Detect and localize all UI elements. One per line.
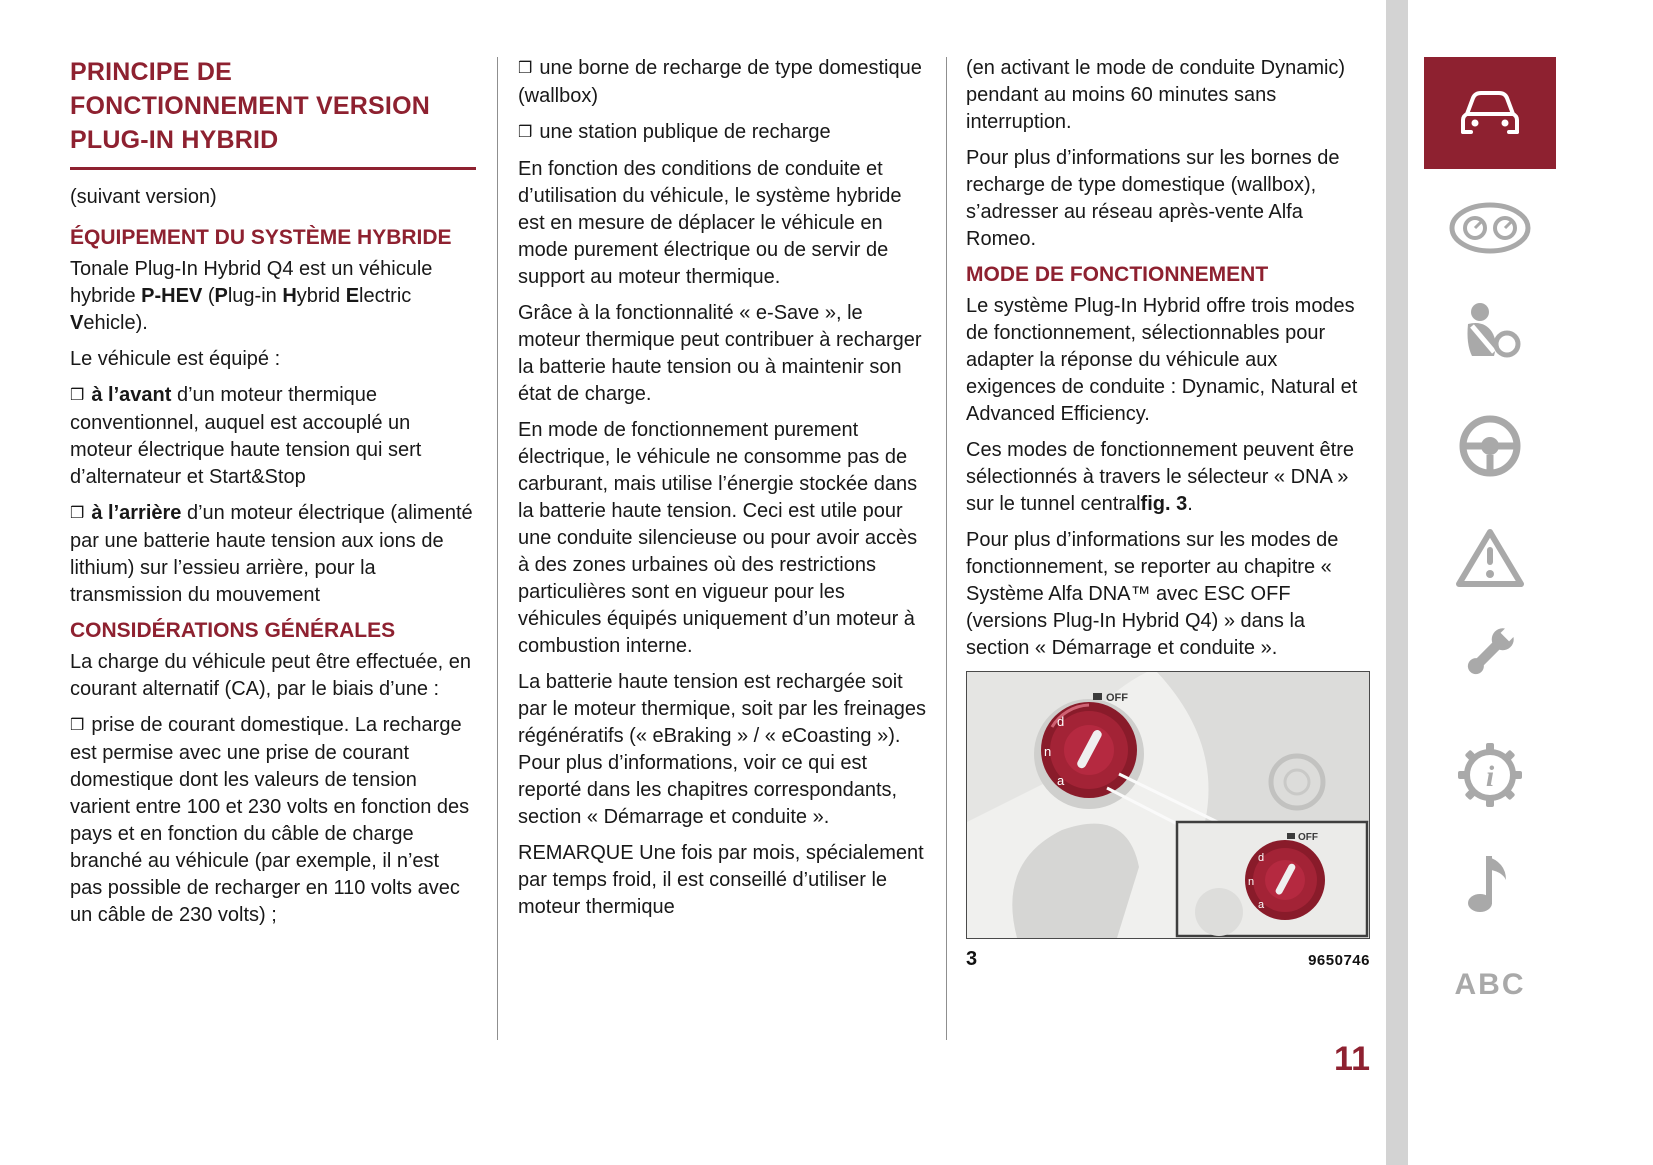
page-title-line: PRINCIPE DE — [70, 58, 232, 86]
paragraph: Le véhicule est équipé : — [70, 348, 281, 370]
abc-section-icon: ABC — [1454, 968, 1526, 1001]
bullet-text: prise de courant domestique. La recharge est permise avec une prise de courant domestique dont les valeurs de tension varient entre 100 et 230 volts en fonction des pays et en fonction du câble de charge branché au véhicule (par exemple, il n’est pas possible de recharger en 110 volts avec un câble de 230 volts) ; — [70, 714, 470, 926]
bullet-item — [70, 712, 476, 929]
knob-letter-d: d — [1057, 714, 1065, 729]
page-title-line: FONCTIONNEMENT VERSION — [70, 92, 430, 120]
bullet-item — [518, 55, 926, 110]
figure-code: 9650746 — [1308, 952, 1370, 969]
bullet-text: une station publique de recharge — [539, 121, 831, 143]
column-middle — [518, 55, 926, 930]
wrench-icon — [1424, 620, 1556, 684]
square-bullet-icon: ❒ — [70, 505, 85, 522]
bullet-text: une borne de recharge de type domestique (wallbox) — [518, 57, 922, 107]
paragraph: Le système Plug-In Hybrid offre trois modes de fonctionnement, sélectionnables pour adapter la réponse du véhicule aux exigences de conduite : Dynamic, Natural et Advanced Efficiency. — [966, 295, 1358, 425]
airbag-icon — [1458, 300, 1522, 364]
paragraph: La batterie haute tension est rechargée soit par le moteur thermique, soit par les freinages régénératifs (« eBraking » / « eCoasting »). Pour plus d’informations, voir ce qui est reporté dans les chapitres correspondants, section « Démarrage et conduite ». — [518, 671, 926, 828]
gear-info-icon — [1457, 742, 1523, 808]
paragraph: Pour plus d’informations sur les bornes de recharge de type domestique (wallbox), s’adresser au réseau après-vente Alfa Romeo. — [966, 147, 1340, 250]
warning-triangle-icon — [1455, 526, 1525, 590]
bullet-item — [70, 500, 476, 609]
warning-triangle-icon — [1424, 526, 1556, 590]
wrench-icon — [1458, 620, 1522, 684]
paragraph: Grâce à la fonctionnalité « e-Save », le moteur thermique peut contribuer à recharger la batterie haute tension ou à maintenir son état de charge. — [518, 302, 922, 405]
knob-letter-d: d — [1258, 852, 1265, 864]
title-rule — [70, 167, 476, 170]
figure-dna-selector — [966, 671, 1370, 974]
knob-letter-n: n — [1248, 876, 1255, 888]
instrument-cluster-icon — [1424, 200, 1556, 256]
paragraph: Pour plus d’informations sur les modes de fonctionnement, se reporter au chapitre « Système Alfa DNA™ avec ESC OFF (versions Plug-In Hybrid Q4) » dans la section « Démarrage et conduite ». — [966, 529, 1339, 659]
lift-glyph-icon — [1287, 833, 1295, 839]
instrument-cluster-icon — [1448, 200, 1532, 256]
paragraph: Ces modes de fonctionnement peuvent être sélectionnés à travers le sélecteur « DNA » sur le tunnel centralfig. 3. — [966, 439, 1355, 515]
svg-text:i: i — [1485, 760, 1495, 793]
square-bullet-icon: ❒ — [70, 717, 85, 734]
paragraph: Tonale Plug-In Hybrid Q4 est un véhicule hybride P-HEV (Plug-in Hybrid Electric Vehicle). — [70, 258, 433, 334]
column-divider — [497, 57, 498, 1040]
lift-glyph-icon — [1093, 693, 1102, 700]
page-number: 11 — [1334, 1040, 1370, 1078]
column-right — [966, 55, 1370, 974]
section-heading-considerations: CONSIDÉRATIONS GÉNÉRALES — [70, 619, 396, 642]
figure-frame — [966, 671, 1370, 939]
paragraph: La charge du véhicule peut être effectuée, en courant alternatif (CA), par le biais d’une : — [70, 651, 472, 700]
page-title — [70, 55, 476, 157]
section-heading-mode: MODE DE FONCTIONNEMENT — [966, 263, 1269, 286]
off-label: OFF — [1298, 832, 1318, 843]
bullet-text: à l’arrière d’un moteur électrique (alimenté par une batterie haute tension aux ions de lithium) sur l’essieu arrière, pour la transmission du mouvement — [70, 502, 473, 606]
music-note-icon — [1424, 846, 1556, 914]
square-bullet-icon: ❒ — [518, 60, 533, 77]
sidebar-strip — [1386, 0, 1408, 1165]
bullet-item — [518, 119, 926, 147]
square-bullet-icon: ❒ — [70, 387, 85, 404]
figure-number: 3 — [966, 948, 978, 970]
paragraph: (en activant le mode de conduite Dynamic) pendant au moins 60 minutes sans interruption. — [966, 57, 1346, 133]
car-icon — [1451, 86, 1529, 140]
sidebar-tab-active — [1424, 57, 1556, 169]
page-title-line: PLUG-IN HYBRID — [70, 126, 279, 154]
music-note-icon — [1462, 846, 1518, 914]
dna-selector-illustration — [967, 672, 1369, 938]
knob-letter-a: a — [1057, 773, 1065, 788]
sidebar-icon-rail — [1408, 0, 1653, 1165]
gear-info-icon — [1424, 742, 1556, 808]
figure-caption — [966, 946, 1370, 974]
steering-wheel-icon — [1458, 414, 1522, 478]
airbag-icon — [1424, 300, 1556, 364]
paragraph: En fonction des conditions de conduite et d’utilisation du véhicule, le système hybride est en mesure de déplacer le véhicule en mode purement électrique ou de servir de support au moteur thermique. — [518, 158, 902, 288]
paragraph: REMARQUE Une fois par mois, spécialement par temps froid, il est conseillé d’utiliser le moteur thermique — [518, 842, 924, 918]
section-heading-equipement: ÉQUIPEMENT DU SYSTÈME HYBRIDE — [70, 226, 452, 249]
square-bullet-icon: ❒ — [518, 124, 533, 141]
bullet-item — [70, 382, 476, 491]
column-divider — [946, 57, 947, 1040]
paragraph: En mode de fonctionnement purement électrique, le véhicule ne consomme pas de carburant, mais utilise l’énergie stockée dans la batterie haute tension. Ceci est utile pour une conduite silencieuse ou pour avoir accès à des zones urbaines où des restrictions particulières sont en vigueur pour les véhicules équipés uniquement d’un moteur à combustion interne. — [518, 419, 918, 657]
knob-letter-n: n — [1044, 744, 1052, 759]
column-left — [70, 55, 476, 938]
subtitle: (suivant version) — [70, 186, 217, 208]
knob-letter-a: a — [1258, 899, 1265, 911]
off-label: OFF — [1106, 692, 1128, 704]
bullet-text: à l’avant d’un moteur thermique conventionnel, auquel est accouplé un moteur électrique haute tension qui sert d’alternateur et Start&Stop — [70, 384, 422, 488]
steering-wheel-icon — [1424, 414, 1556, 478]
